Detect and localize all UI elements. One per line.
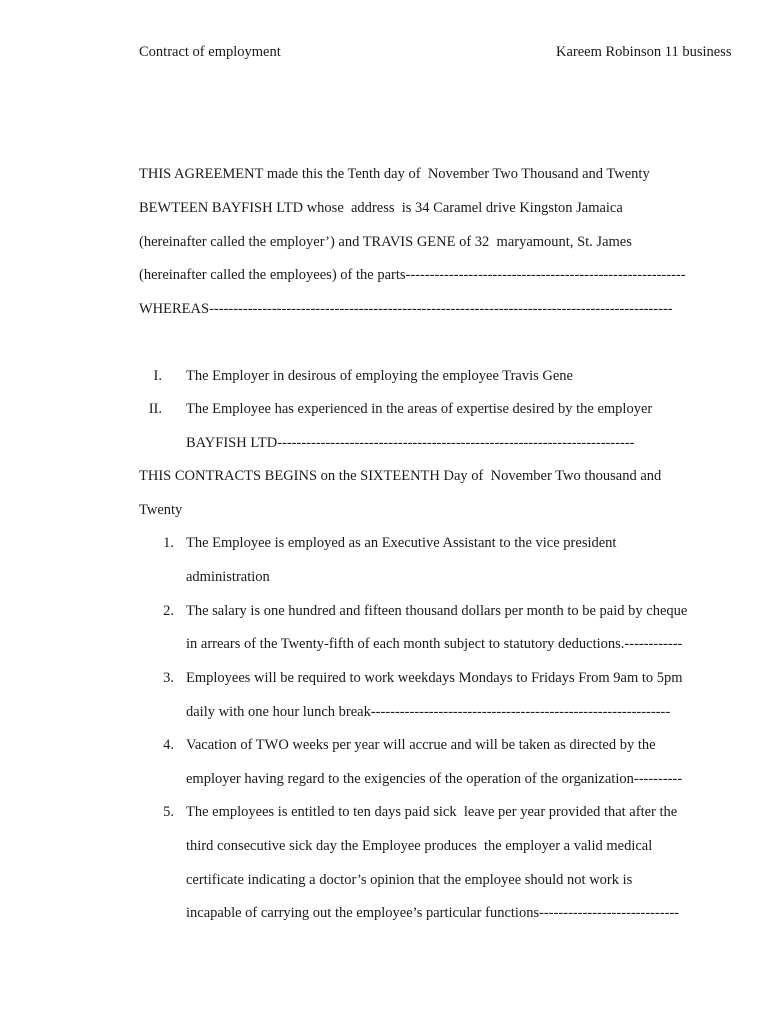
list-item-text: BAYFISH LTD-------------------------------------------------------------------------- [186, 435, 635, 451]
list-item-text: administration [186, 569, 270, 585]
intro-line: BEWTEEN BAYFISH LTD whose address is 34 Caramel drive Kingston Jamaica [139, 200, 623, 216]
list-marker: 2. [163, 603, 174, 619]
list-item-text: The salary is one hundred and fifteen thousand dollars per month to be paid by cheque [186, 603, 688, 619]
header-title: Contract of employment [139, 44, 281, 60]
list-marker: II. [148, 401, 162, 417]
list-marker: I. [153, 368, 162, 384]
list-item-text: The Employee has experienced in the areas of expertise desired by the employer [186, 401, 653, 417]
begins-line: THIS CONTRACTS BEGINS on the SIXTEENTH Day of November Two thousand and [139, 468, 662, 484]
list-marker: 5. [163, 804, 174, 820]
list-item-text: The Employee is employed as an Executive Assistant to the vice president [186, 535, 617, 551]
list-item-text: Employees will be required to work weekdays Mondays to Fridays From 9am to 5pm [186, 670, 683, 686]
intro-line: (hereinafter called the employees) of the parts---------------------------------------------------------- [139, 267, 686, 283]
intro-line: (hereinafter called the employer’) and TRAVIS GENE of 32 maryamount, St. James [139, 234, 632, 250]
list-item-text: employer having regard to the exigencies of the operation of the organization---------- [186, 771, 683, 787]
list-item-text: incapable of carrying out the employee’s particular functions----------------------------- [186, 905, 680, 921]
list-marker: 4. [163, 737, 174, 753]
header-author: Kareem Robinson 11 business [556, 44, 732, 60]
intro-line: WHEREAS------------------------------------------------------------------------------------------------ [139, 301, 673, 317]
begins-line: Twenty [139, 502, 183, 518]
list-item-text: The Employer in desirous of employing the employee Travis Gene [186, 368, 573, 384]
intro-line: THIS AGREEMENT made this the Tenth day of November Two Thousand and Twenty [139, 166, 650, 182]
list-item-text: third consecutive sick day the Employee produces the employer a valid medical [186, 838, 653, 854]
list-marker: 1. [163, 535, 174, 551]
list-item-text: Vacation of TWO weeks per year will accrue and will be taken as directed by the [186, 737, 656, 753]
list-marker: 3. [163, 670, 174, 686]
list-item-text: daily with one hour lunch break-------------------------------------------------------------- [186, 704, 671, 720]
list-item-text: in arrears of the Twenty-fifth of each month subject to statutory deductions.------------ [186, 636, 683, 652]
list-item-text: The employees is entitled to ten days paid sick leave per year provided that after the [186, 804, 678, 820]
list-item-text: certificate indicating a doctor’s opinion that the employee should not work is [186, 872, 633, 888]
